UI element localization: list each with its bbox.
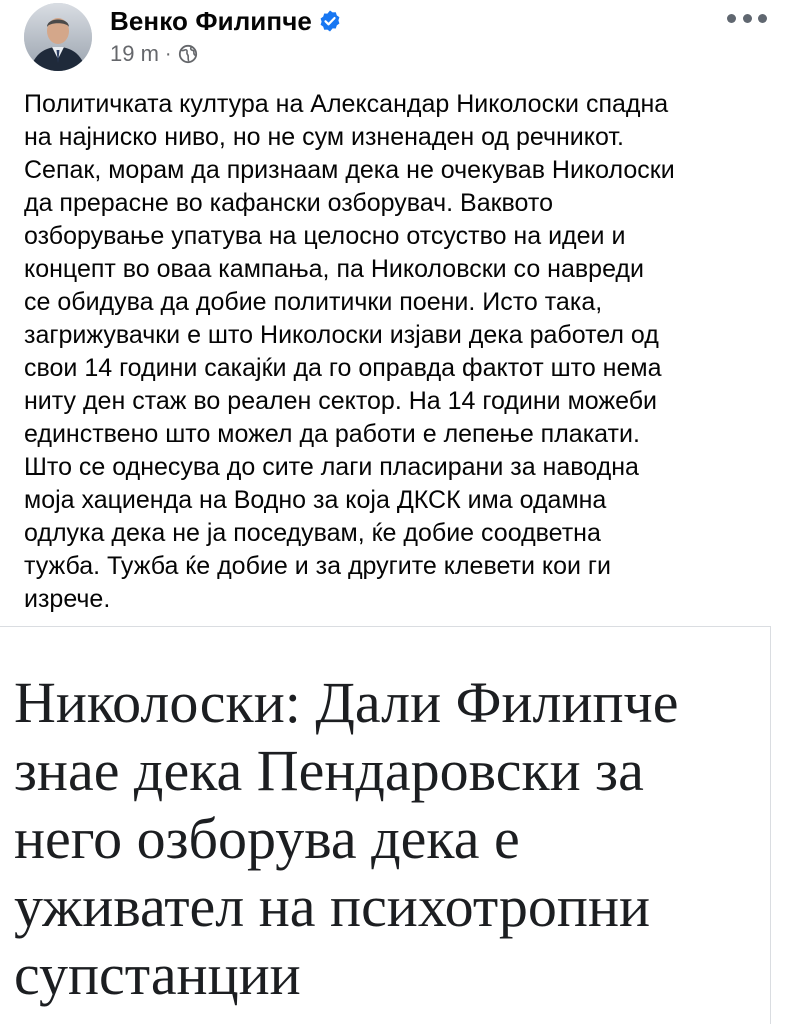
author-name[interactable]: Венко Филипче <box>110 5 312 36</box>
verified-badge-icon <box>318 9 342 33</box>
link-card-title[interactable]: Николоски: Дали Филипче знае дека Пендаровски за него озборува дека е уживател на психотропни супстанции <box>14 670 679 1007</box>
avatar-photo <box>24 3 92 71</box>
post-text: Политичката култура на Александар Николоски спадна на најниско ниво, но не сум изненаден од речникот. Сепак, морам да признаам дека не очекував Николоски да прерасне во кафански озборувач. Ваквото озборување упатува на целосно отсуство на идеи и концепт во оваа кампања, па Николовски со навреди се обидува да добие политички поени. Исто така, загрижувачки е што Николоски изјави дека работел од свои 14 години сакајќи да го оправда фактот што нема ниту ден стаж во реален сектор. На 14 години можеби единствено што можел да работи е лепење плакати. Што се однесува до сите лаги пласирани за наводна моја хациенда на Водно за која ДКСК има одамна одлука дека не ја поседувам, ќе добие соодветна тужба. Тужба ќе добие и за другите клевети кои ги изрече. <box>24 90 675 613</box>
author-row <box>110 4 342 38</box>
post-header <box>0 0 785 80</box>
meta-separator: · <box>164 42 172 65</box>
link-preview-card[interactable] <box>0 626 771 1024</box>
author-avatar[interactable] <box>24 3 92 71</box>
more-options-icon[interactable] <box>727 8 767 28</box>
post-timestamp[interactable]: 19 m <box>110 41 159 66</box>
globe-icon[interactable] <box>178 44 198 64</box>
post-meta <box>110 40 198 68</box>
